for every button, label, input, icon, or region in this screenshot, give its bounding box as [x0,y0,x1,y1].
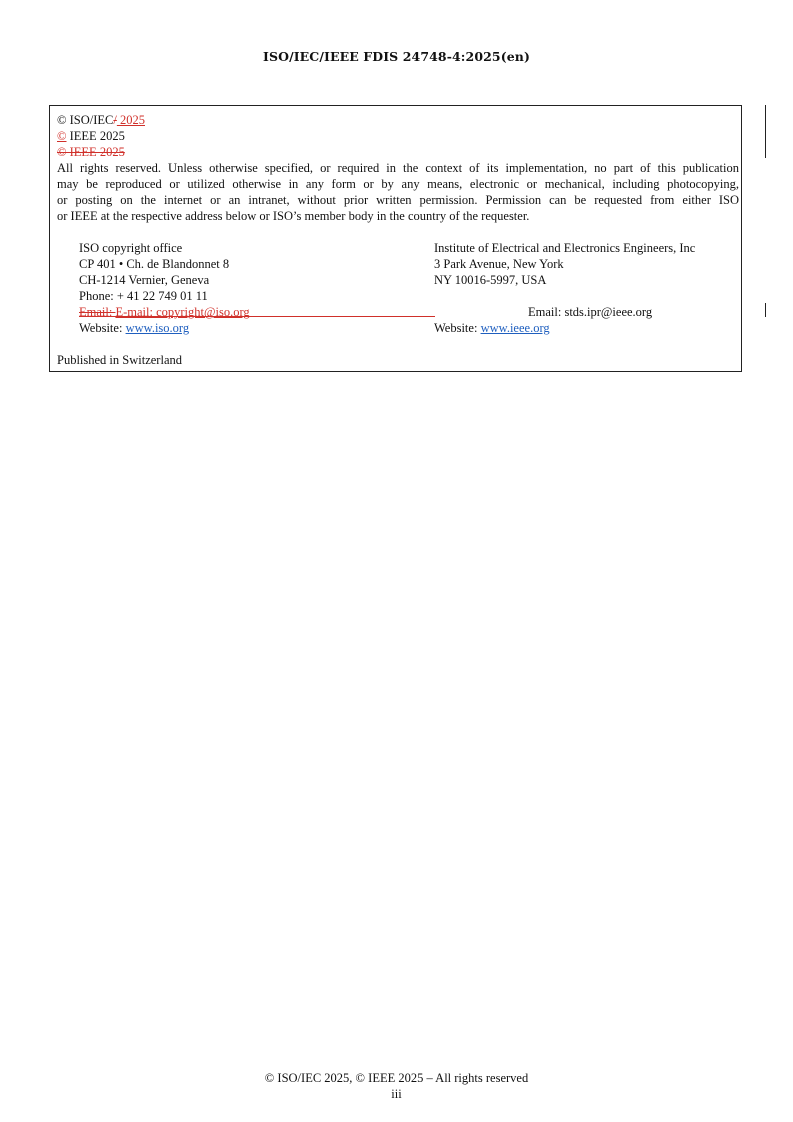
iso-address-line: CH-1214 Vernier, Geneva [79,273,210,287]
iso-contact-block [79,240,250,336]
iso-website [79,320,250,336]
page-number: iii [391,1087,402,1101]
copyright-ieee-text: IEEE 2025 [66,129,125,143]
paragraph-line: All rights reserved. Unless otherwise specified, or required in the context of its implementation, no part of this publication [57,161,739,175]
deleted-slash: / [113,113,117,127]
iso-website-link[interactable]: www.iso.org [125,321,190,335]
inserted-email: E-mail: copyright@iso.org [115,305,250,319]
iso-email [79,304,250,320]
copyright-line-ieee [57,128,125,144]
paragraph-line: or IEEE at the respective address below or ISO’s member body in the country of the requester. [57,209,530,223]
ieee-blank-row [434,288,695,304]
ieee-contact-block [434,240,695,336]
ieee-website [434,320,695,336]
iso-address-line: CP 401 • Ch. de Blandonnet 8 [79,257,230,271]
ieee-name: Institute of Electrical and Electronics Engineers, Inc [434,241,696,255]
change-bar [765,105,766,158]
footer-copyright: © ISO/IEC 2025, © IEEE 2025 – All rights reserved [264,1071,529,1085]
paragraph-line: or posting on the internet or an intranet, without prior written permission. Permission can be requested from either ISO [57,193,739,207]
copyright-line-iso-iec [57,112,145,128]
copyright-notice-box [49,105,742,372]
rights-reserved-paragraph [57,160,739,224]
email-row-strikethrough [79,316,435,317]
inserted-copyright-symbol: © [57,129,67,143]
deleted-copyright-ieee-line: © IEEE 2025 [57,145,125,159]
ieee-address-line: NY 10016-5997, USA [434,273,547,287]
change-bar [765,303,766,317]
published-in-text: Published in Switzerland [57,353,182,367]
ieee-email: Email: stds.ipr@ieee.org [528,305,653,319]
iso-phone: Phone: + 41 22 749 01 11 [79,289,208,303]
document-header-title: ISO/IEC/IEEE FDIS 24748-4:2025(en) [263,49,530,64]
ieee-website-label: Website: [434,321,481,335]
ieee-website-link[interactable]: www.ieee.org [480,321,550,335]
copyright-iso-iec-text: © ISO/IEC [57,113,114,127]
inserted-year: 2025 [116,113,145,127]
iso-website-label: Website: [79,321,126,335]
deleted-email-label: Email: [79,305,116,319]
iso-office-name: ISO copyright office [79,241,183,255]
ieee-address-line: 3 Park Avenue, New York [434,257,564,271]
paragraph-line: may be reproduced or utilized otherwise in any form or by any means, electronic or mechanical, including photocopying, [57,177,739,191]
